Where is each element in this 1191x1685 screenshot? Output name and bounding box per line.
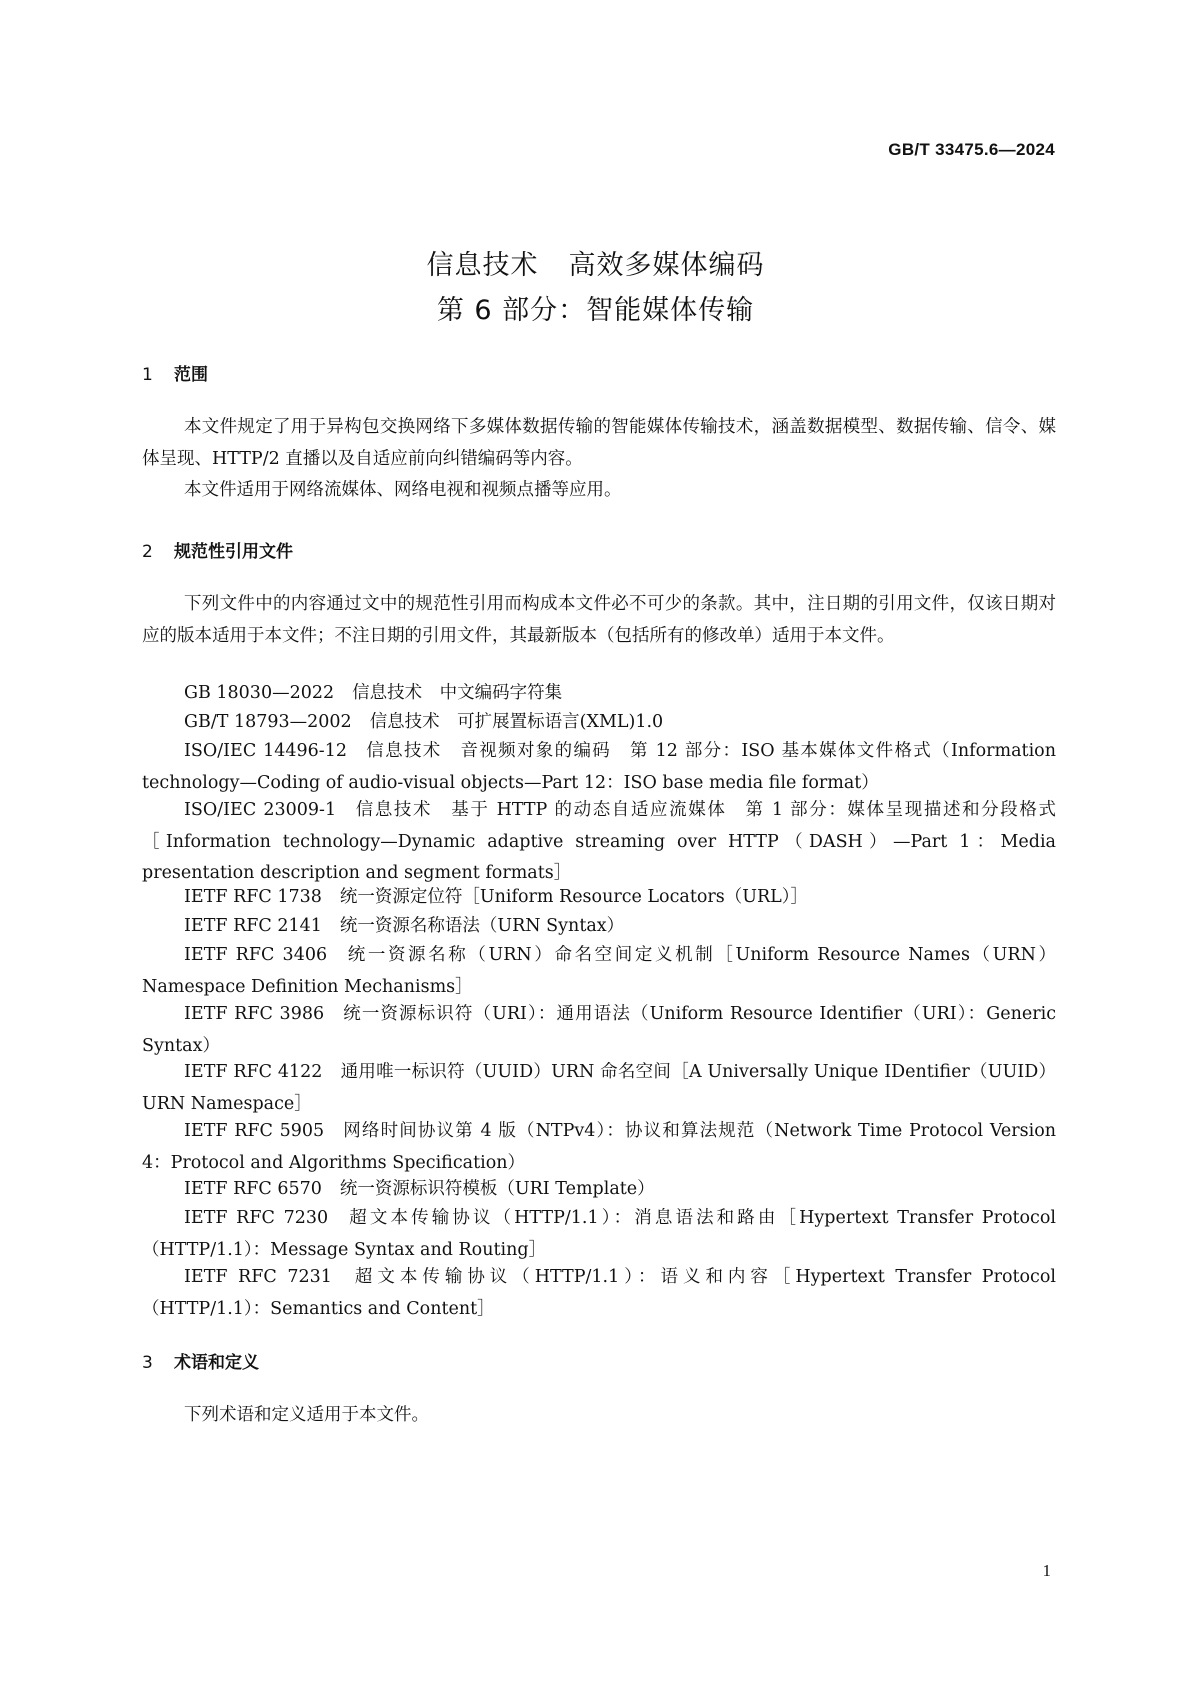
standard-number: GB/T 33475.6—2024 (888, 140, 1055, 159)
scope-paragraph-1: 本文件规定了用于异构包交换网络下多媒体数据传输的智能媒体传输技术，涵盖数据模型、数据传输、信令、媒体呈现、HTTP/2 直播以及自适应前向纠错编码等内容。 (142, 417, 1056, 469)
document-title-line1 (0, 243, 1191, 282)
title-part-a: 信息技术 (426, 250, 539, 281)
reference-item: IETF RFC 2141 统一资源名称语法（URN Syntax） (184, 916, 625, 936)
reference-item: IETF RFC 4122 通用唯一标识符（UUID）URN 命名空间［A Universally Unique IDentifier（UUID）URN Namespace］ (142, 1062, 1056, 1114)
title-part-b: 高效多媒体编码 (568, 250, 765, 281)
section-number: 3 (142, 1353, 153, 1373)
reference-item: GB/T 18793—2002 信息技术 可扩展置标语言(XML)1.0 (184, 712, 664, 732)
reference-item: GB 18030—2022 信息技术 中文编码字符集 (184, 683, 563, 703)
reference-item: IETF RFC 7230 超文本传输协议（HTTP/1.1）：消息语法和路由［Hypertext Transfer Protocol（HTTP/1.1）：Message Syntax and Routing］ (142, 1208, 1056, 1260)
reference-item: IETF RFC 1738 统一资源定位符［Uniform Resource Locators（URL）］ (184, 887, 809, 907)
section-number: 2 (142, 542, 153, 562)
section-1-heading (142, 360, 208, 385)
reference-item: ISO/IEC 14496-12 信息技术 音视频对象的编码 第 12 部分：ISO 基本媒体文件格式（Information technology—Coding of audio-visual objects—Part 12：ISO base media file format） (142, 741, 1056, 793)
section-title: 术语和定义 (174, 1353, 259, 1373)
reference-item: IETF RFC 3406 统一资源名称（URN）命名空间定义机制［Uniform Resource Names（URN）Namespace Definition Mechanisms］ (142, 945, 1056, 997)
terms-paragraph: 下列术语和定义适用于本文件。 (184, 1405, 429, 1425)
reference-item: IETF RFC 3986 统一资源标识符（URI）：通用语法（Uniform Resource Identifier（URI）：Generic Syntax） (142, 1004, 1057, 1056)
references-intro: 下列文件中的内容通过文中的规范性引用而构成本文件必不可少的条款。其中，注日期的引用文件，仅该日期对应的版本适用于本文件；不注日期的引用文件，其最新版本（包括所有的修改单）适用于本文件。 (142, 594, 1056, 646)
section-2-heading (142, 537, 293, 562)
reference-item: ISO/IEC 23009-1 信息技术 基于 HTTP 的动态自适应流媒体 第 1 部分：媒体呈现描述和分段格式［Information technology—Dynamic adaptive streaming over HTTP（DASH）—Part 1：Media presentation description and segment formats］ (142, 800, 1056, 883)
page-number: 1 (1042, 1561, 1051, 1580)
section-title: 规范性引用文件 (174, 542, 293, 562)
reference-item: IETF RFC 7231 超文本传输协议（HTTP/1.1）：语义和内容［Hypertext Transfer Protocol（HTTP/1.1）：Semantics and Content］ (142, 1267, 1056, 1319)
reference-item: IETF RFC 5905 网络时间协议第 4 版（NTPv4）：协议和算法规范（Network Time Protocol Version 4：Protocol and Algorithms Specification） (142, 1121, 1056, 1173)
document-title-line2: 第 6 部分：智能媒体传输 (436, 295, 755, 326)
reference-item: IETF RFC 6570 统一资源标识符模板（URI Template） (184, 1179, 655, 1199)
section-3-heading (142, 1348, 259, 1373)
section-title: 范围 (174, 365, 208, 385)
section-number: 1 (142, 365, 153, 385)
scope-paragraph-2: 本文件适用于网络流媒体、网络电视和视频点播等应用。 (184, 480, 622, 500)
